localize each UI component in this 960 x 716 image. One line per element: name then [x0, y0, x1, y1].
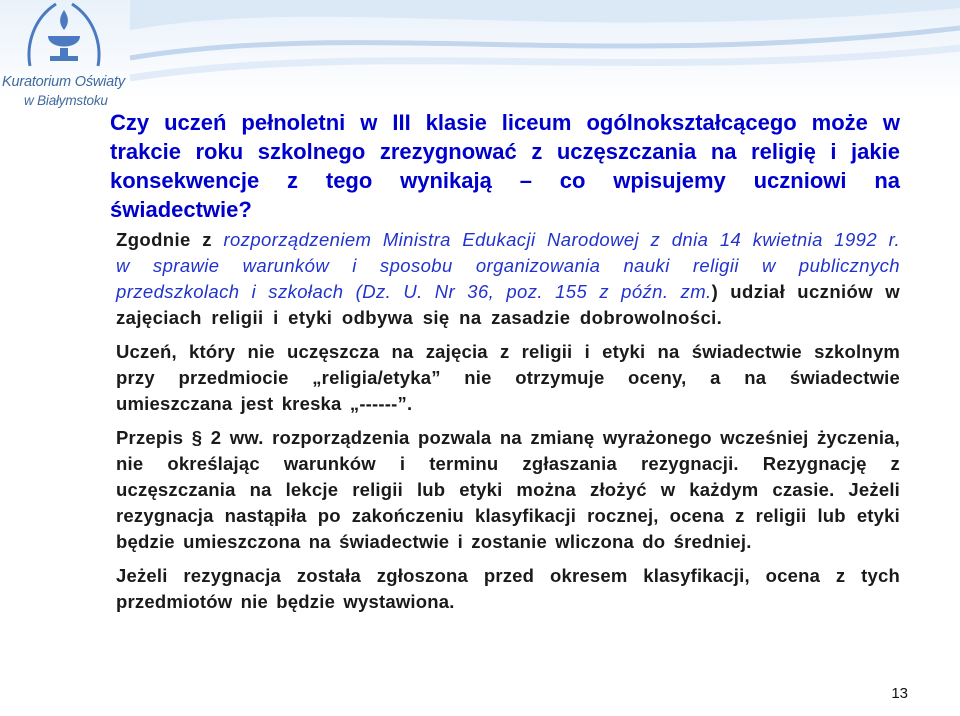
logo-text-line2: w Białymstoku [24, 93, 108, 108]
paragraph-certificate: Uczeń, który nie uczęszcza na zajęcia z religii i etyki na świadectwie szkolnym przy przedmiocie „religia/etyka” nie otrzymuje oceny, a na świadectwie umieszczana jest kreska „------”. [116, 341, 900, 414]
paragraph-tail: ) udział uczniów w zajęciach religii i etyki odbywa się na zasadzie dobrowolności. [116, 281, 901, 328]
page-number: 13 [891, 685, 908, 702]
kuratorium-logo [2, 0, 132, 112]
paragraph-lead: Zgodnie z [116, 229, 224, 250]
header-wave-decoration [0, 0, 960, 110]
lamp-emblem-icon [24, 0, 104, 72]
slide-content [110, 108, 900, 623]
paragraph-resignation: Przepis § 2 ww. rozporządzenia pozwala na zmianę wyrażonego wcześniej życzenia, nie określając warunków i terminu zgłaszania rezygnacji. Rezygnację z uczęszczania na lekcje religii lub etyki można złożyć w każdym czasie. Jeżeli rezygnacja nastąpiła po zakończeniu klasyfikacji rocznej, ocena z religii lub etyki będzie umieszczona na świadectwie i zostanie wliczona do średniej. [116, 427, 900, 552]
logo-text-line1: Kuratorium Oświaty [2, 74, 125, 90]
regulation-reference: rozporządzeniem Ministra Edukacji Narodowej z dnia 14 kwietnia 1992 r. w sprawie warunków i sposobu organizowania nauki religii w publicznych przedszkolach i szkołach (Dz. U. Nr 36, poz. 155 z późn. zm. [116, 229, 900, 302]
paragraph-legal-basis [116, 227, 900, 331]
question-heading: Czy uczeń pełnoletni w III klasie liceum ogólnokształcącego może w trakcie roku szkolnego zrezygnować z uczęszczania na religię i jakie konsekwencje z tego wynikają – co wpisujemy uczniowi na świadectwie? [110, 110, 900, 222]
paragraph-before-classification: Jeżeli rezygnacja została zgłoszona przed okresem klasyfikacji, ocena z tych przedmiotów nie będzie wystawiona. [116, 565, 900, 612]
